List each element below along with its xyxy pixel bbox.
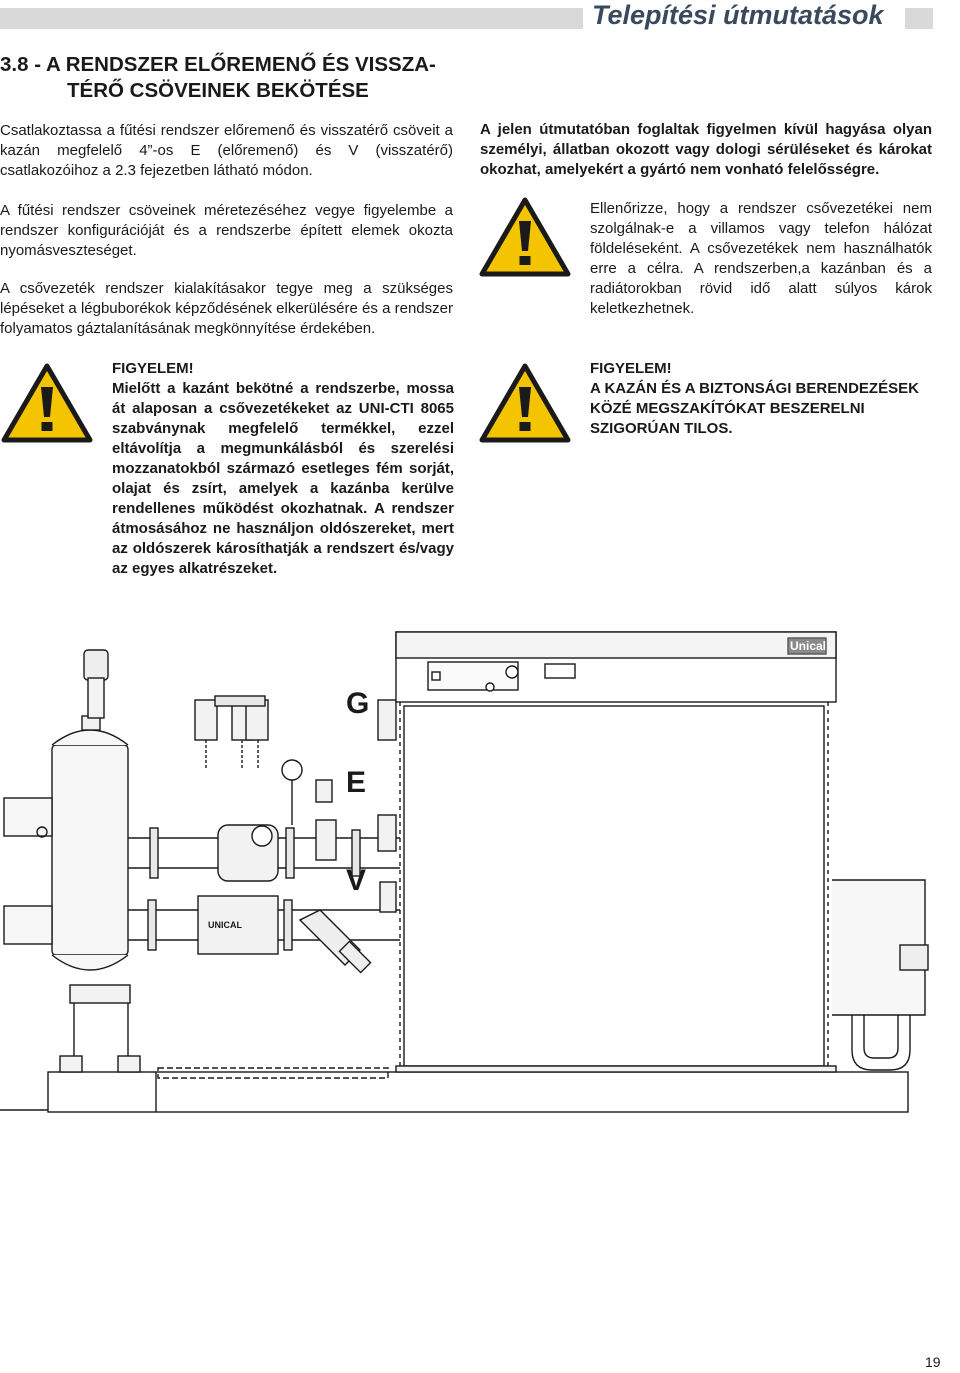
flue-duct	[832, 880, 928, 1070]
paragraph-connection: Csatlakoztassa a fűtési rendszer előremenő és visszatérő csöveit a kazán megfelelő 4”-os E (előremenő) és V (visszatérő) csatlakozóihoz a 2.3 fejezetben látható módon.	[0, 122, 453, 179]
base-grating	[158, 1068, 388, 1078]
paragraph-sizing: A fűtési rendszer csöveinek méretezéséhez vegye figyelembe a rendszer konfigurációját és a rendszerbe épített elemek okozta nyomásveszteséget.	[0, 202, 453, 259]
flange-e	[378, 815, 396, 851]
section-title	[0, 52, 460, 104]
warning-heading: FIGYELEM!	[112, 360, 194, 377]
warning-interrupter-text: A KAZÁN ÉS A BIZTONSÁGI BERENDEZÉSEK KÖZÉ MEGSZAKÍTÓKAT BESZERELNI SZIGORÚAN TILOS.	[590, 380, 919, 437]
warning-interrupter-block	[590, 359, 932, 439]
paragraph-liability: A jelen útmutatóban foglaltak figyelmen kívül hagyása olyan személyi, állatban okozott vagy dologi sérüléseket és károkat okozhat, amelyekért a gyártó nem vonható felelősségre.	[480, 121, 932, 178]
warning-flush-block	[112, 359, 454, 579]
header-bar-left	[0, 8, 583, 29]
brand-logo: Unical	[790, 639, 827, 653]
boiler-connection-diagram	[0, 620, 960, 1120]
section-title-line2: TÉRŐ CSÖVEINEK BEKÖTÉSE	[67, 79, 369, 102]
warning-flush-text: Mielőtt a kazánt bekötné a rendszerbe, mossa át alaposan a csővezetékeket az UNI-CTI 8065 szabványnak megfelelő termékkel, ezzel eltávolítja a megmunkálásból és szerelési mozzanatokból származó esetleges fém sorját, olajat és zsírt, amelyek a kazánba kerülve rendellenes működést okozhatnak. A rendszer átmosásához ne használjon oldószereket, mert az oldószerek károsíthatják a rendszert és/vagy az egyes alkatrészeket.	[112, 380, 454, 577]
section-title-line1: 3.8 - A RENDSZER ELŐREMENŐ ÉS VISSZA-	[0, 53, 436, 76]
warning-icon	[0, 362, 94, 444]
flange-g	[378, 700, 396, 740]
warning-heading: FIGYELEM!	[590, 360, 672, 377]
hydraulic-separator	[4, 650, 140, 1072]
warning-icon	[478, 196, 572, 278]
paragraph-grounding-warning: Ellenőrizze, hogy a rendszer csővezetékei nem szolgálnak-e a villamos vagy telefon hálózat földeléseként. A csővezetékek nem használhatók erre a célra. A rendszerben,a kazánban és a radiátorokban rövid idő alatt súlyos károk keletkezhetnek.	[590, 200, 932, 317]
header-bar-right	[905, 8, 933, 29]
safety-valves	[195, 696, 268, 770]
page-number: 19	[925, 1354, 941, 1370]
label-e: E	[346, 766, 367, 799]
flange-v	[380, 882, 396, 912]
label-g: G	[346, 687, 370, 720]
header-title: Telepítési útmutatások	[592, 0, 884, 30]
warning-icon	[478, 362, 572, 444]
boiler-body	[396, 632, 836, 1072]
return-pipe	[128, 896, 400, 973]
label-v: V	[346, 864, 367, 897]
valve-brand-label: UNICAL	[208, 920, 242, 930]
paragraph-air-bubbles: A csővezeték rendszer kialakításakor tegye meg a szükséges lépéseket a légbuborékok képződésének elkerülésére és a rendszer folyamatos gáztalanításának megkönnyítése érdekében.	[0, 280, 453, 337]
